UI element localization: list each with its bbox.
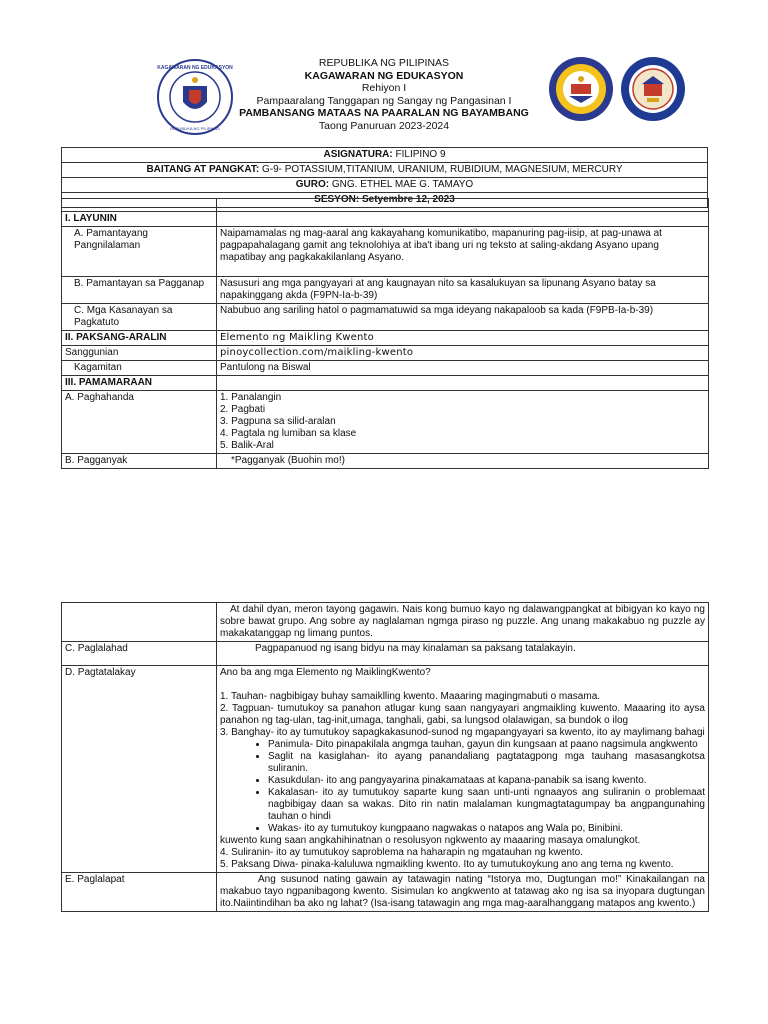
list-item: 3. Pagpuna sa silid-aralan xyxy=(220,416,336,427)
list-item: 2. Pagbati xyxy=(220,404,266,415)
element-suliranin: 4. Suliranin- ito ay tumutukoy saproblema na haharapin ng mgatauhan ng kwento. xyxy=(220,847,584,858)
paglalapat-label: E. Paglalapat xyxy=(62,873,217,912)
blank-cell xyxy=(62,199,217,212)
kagamitan-label: Kagamitan xyxy=(62,361,217,376)
paglalahad-label: C. Paglalahad xyxy=(62,642,217,666)
list-item: 1. Panalangin xyxy=(220,392,282,403)
svg-text:KAGAWARAN NG EDUKASYON: KAGAWARAN NG EDUKASYON xyxy=(157,65,233,71)
paglalahad-text: Pagpapanuod ng isang bidyu na may kinalaman sa paksang tatalakayin. xyxy=(217,642,709,666)
discussion-question: Ano ba ang mga Elemento ng MaiklingKwento? xyxy=(220,667,431,678)
school-line: PAMBANSANG MATAAS NA PAARALAN NG BAYAMBANG xyxy=(239,107,529,119)
paghahanda-list xyxy=(217,391,709,454)
paksang-aralin-text: Elemento ng Maikling Kwento xyxy=(217,331,709,346)
pagganyak-text: *Pagganyak (Buohin mo!) xyxy=(217,454,709,469)
paksang-aralin-heading: II. PAKSANG-ARALIN xyxy=(62,331,217,346)
school-year-line: Taong Panuruan 2023-2024 xyxy=(318,119,450,132)
kasanayan-label: C. Mga Kasanayan sa Pagkatuto xyxy=(62,304,217,331)
list-item: • Kakalasan- ito ay tumutukoy saparte kung saan unti-unti ngnaayos ang suliranin o problemaat nagbibigay daan sa wakas. Dito rin natin malalaman kungmagtatagumpay ba angpangunahing tauhan o hindi xyxy=(268,787,705,823)
list-item: 5. Balik-Aral xyxy=(220,440,274,451)
pamantayang-pangnilalaman-label: A. Pamantayang Pangnilalaman xyxy=(62,227,217,277)
session-cell: SESYON: Setyembre 12, 2023 xyxy=(62,193,708,208)
school-seal-logo xyxy=(620,56,686,122)
pamantayan-sa-pagganap-label: B. Pamantayan sa Pagganap xyxy=(62,277,217,304)
wakas-continuation: kuwento kung saan angkahihinatnan o resolusyon ngkwento ay maaaring masaya omalungkot. xyxy=(220,835,641,846)
sanggunian-text: pinoycollection.com/maikling-kwento xyxy=(217,346,709,361)
subject-cell: ASIGNATURA: FILIPINO 9 xyxy=(62,148,708,163)
list-item: • Kasukdulan- ito ang pangyayarina pinakamataas at kapana-panabik sa isang kwento. xyxy=(268,775,705,787)
blank-cell xyxy=(217,199,709,212)
list-item: • Wakas- ito ay tumutukoy kungpaano nagwakas o natapos ang Wala po, Binibini. xyxy=(268,823,705,835)
division-office-seal-logo xyxy=(548,56,614,122)
layunin-heading: I. LAYUNIN xyxy=(62,212,217,227)
paglalapat-text: Ang susunod nating gawain ay tatawagin nating “Istorya mo, Dugtungan mo!” Kinakailangan na makabuo tayo ngpanibagong kwento. Sisimulan ko angkwento at tatawag ako ng isa sa inyopara dugtungan ito.Naiintindihan ba ako ng lahat? (Isa-isang tatawagin ang mga mag-aaralhanggang matapos ang kwento.) xyxy=(217,873,709,912)
blank-cell xyxy=(217,376,709,391)
paghahanda-label: A. Paghahanda xyxy=(62,391,217,454)
republic-line: REPUBLIKA NG PILIPINAS xyxy=(318,57,450,69)
element-paksang-diwa: 5. Paksang Diwa- pinaka-kaluluwa ngmaikling kwento. Ito ay tumutukoykung ano ang tema ng kwento. xyxy=(220,859,674,870)
division-line: Pampaaralang Tanggapan ng Sangay ng Pangasinan I xyxy=(256,94,512,107)
lesson-plan-table-page2 xyxy=(61,602,709,912)
element-tauhan: 1. Tauhan- nagbibigay buhay samaiklling kwento. Maaaring magingmabuti o masama. xyxy=(220,691,601,702)
blank-cell xyxy=(217,212,709,227)
list-item: • Panimula- Dito pinapakilala angmga tauhan, gayun din kungsaan at paano nagsimula angkwento xyxy=(268,739,705,751)
pamantayang-pangnilalaman-text: Naipamamalas ng mag-aaral ang kakayahang komunikatibo, mapanuring pag-iisip, at pag-unawa at pagpapahalagang gamit ang teknolohiya at iba't ibang uri ng teksto at saling-akdang Asyano upang mapatibay ang pagkakakilanlang Asyano. xyxy=(217,227,709,277)
sanggunian-label: Sanggunian xyxy=(62,346,217,361)
list-item: 4. Pagtala ng lumiban sa klase xyxy=(220,428,357,439)
list-item: • Saglit na kasiglahan- ito ayang panandaliang pagtatagpong mga tauhang masasangkotsa suliranin. xyxy=(268,751,705,775)
pagtatalakay-content xyxy=(217,666,709,873)
element-tagpuan: 2. Tagpuan- tumutukoy sa panahon atlugar kung saan nangyayari angmaikling kuwento. Maaaring ito aysa panahon ng tag-ulan, tag-init,umaga, tanghali, gabi, sa lungsod olalawigan, sa bundok o ilog xyxy=(220,703,705,726)
pagganyak-instructions: At dahil dyan, meron tayong gagawin. Nais kong bumuo kayo ng dalawangpangkat at bibigyan ko kayo ng sobre bawat grupo. Ang sobre ay naglalaman ngmga piraso ng puzzle. Ang unang makakabuo ng puzzle ay makakatanggap ng limang puntos. xyxy=(217,603,709,642)
pagganyak-label: B. Pagganyak xyxy=(62,454,217,469)
banghay-parts-list xyxy=(220,739,705,835)
pamantayan-sa-pagganap-text: Nasusuri ang mga pangyayari at ang kaugnayan nito sa kasalukuyan sa lipunang Asyano batay sa napakinggang akda (F9PN-Ia-b-39) xyxy=(217,277,709,304)
svg-text:REPUBLIKA NG PILIPINAS: REPUBLIKA NG PILIPINAS xyxy=(170,126,220,131)
kagamitan-text: Pantulong na Biswal xyxy=(217,361,709,376)
document-header xyxy=(200,57,568,132)
grade-section-cell: BAITANG AT PANGKAT: G-9- POTASSIUM,TITANIUM, URANIUM, RUBIDIUM, MAGNESIUM, MERCURY xyxy=(62,163,708,178)
pagtatalakay-label: D. Pagtatalakay xyxy=(62,666,217,873)
pamamaraan-heading: III. PAMAMARAAN xyxy=(62,376,217,391)
kasanayan-text: Nabubuo ang sariling hatol o pagmamatuwid sa mga ideyang nakapaloob sa kada (F9PB-Ia-b-39) xyxy=(217,304,709,331)
element-banghay: 3. Banghay- ito ay tumutukoy sapagkakasunod-sunod ng mgapangyayari sa kwento, ito ay maylimang bahagi xyxy=(220,727,705,738)
teacher-cell: GURO: GNG. ETHEL MAE G. TAMAYO xyxy=(62,178,708,193)
department-line: KAGAWARAN NG EDUKASYON xyxy=(304,69,464,82)
lesson-plan-table xyxy=(61,198,709,469)
blank-cell xyxy=(62,603,217,642)
region-line: Rehiyon I xyxy=(361,82,407,94)
